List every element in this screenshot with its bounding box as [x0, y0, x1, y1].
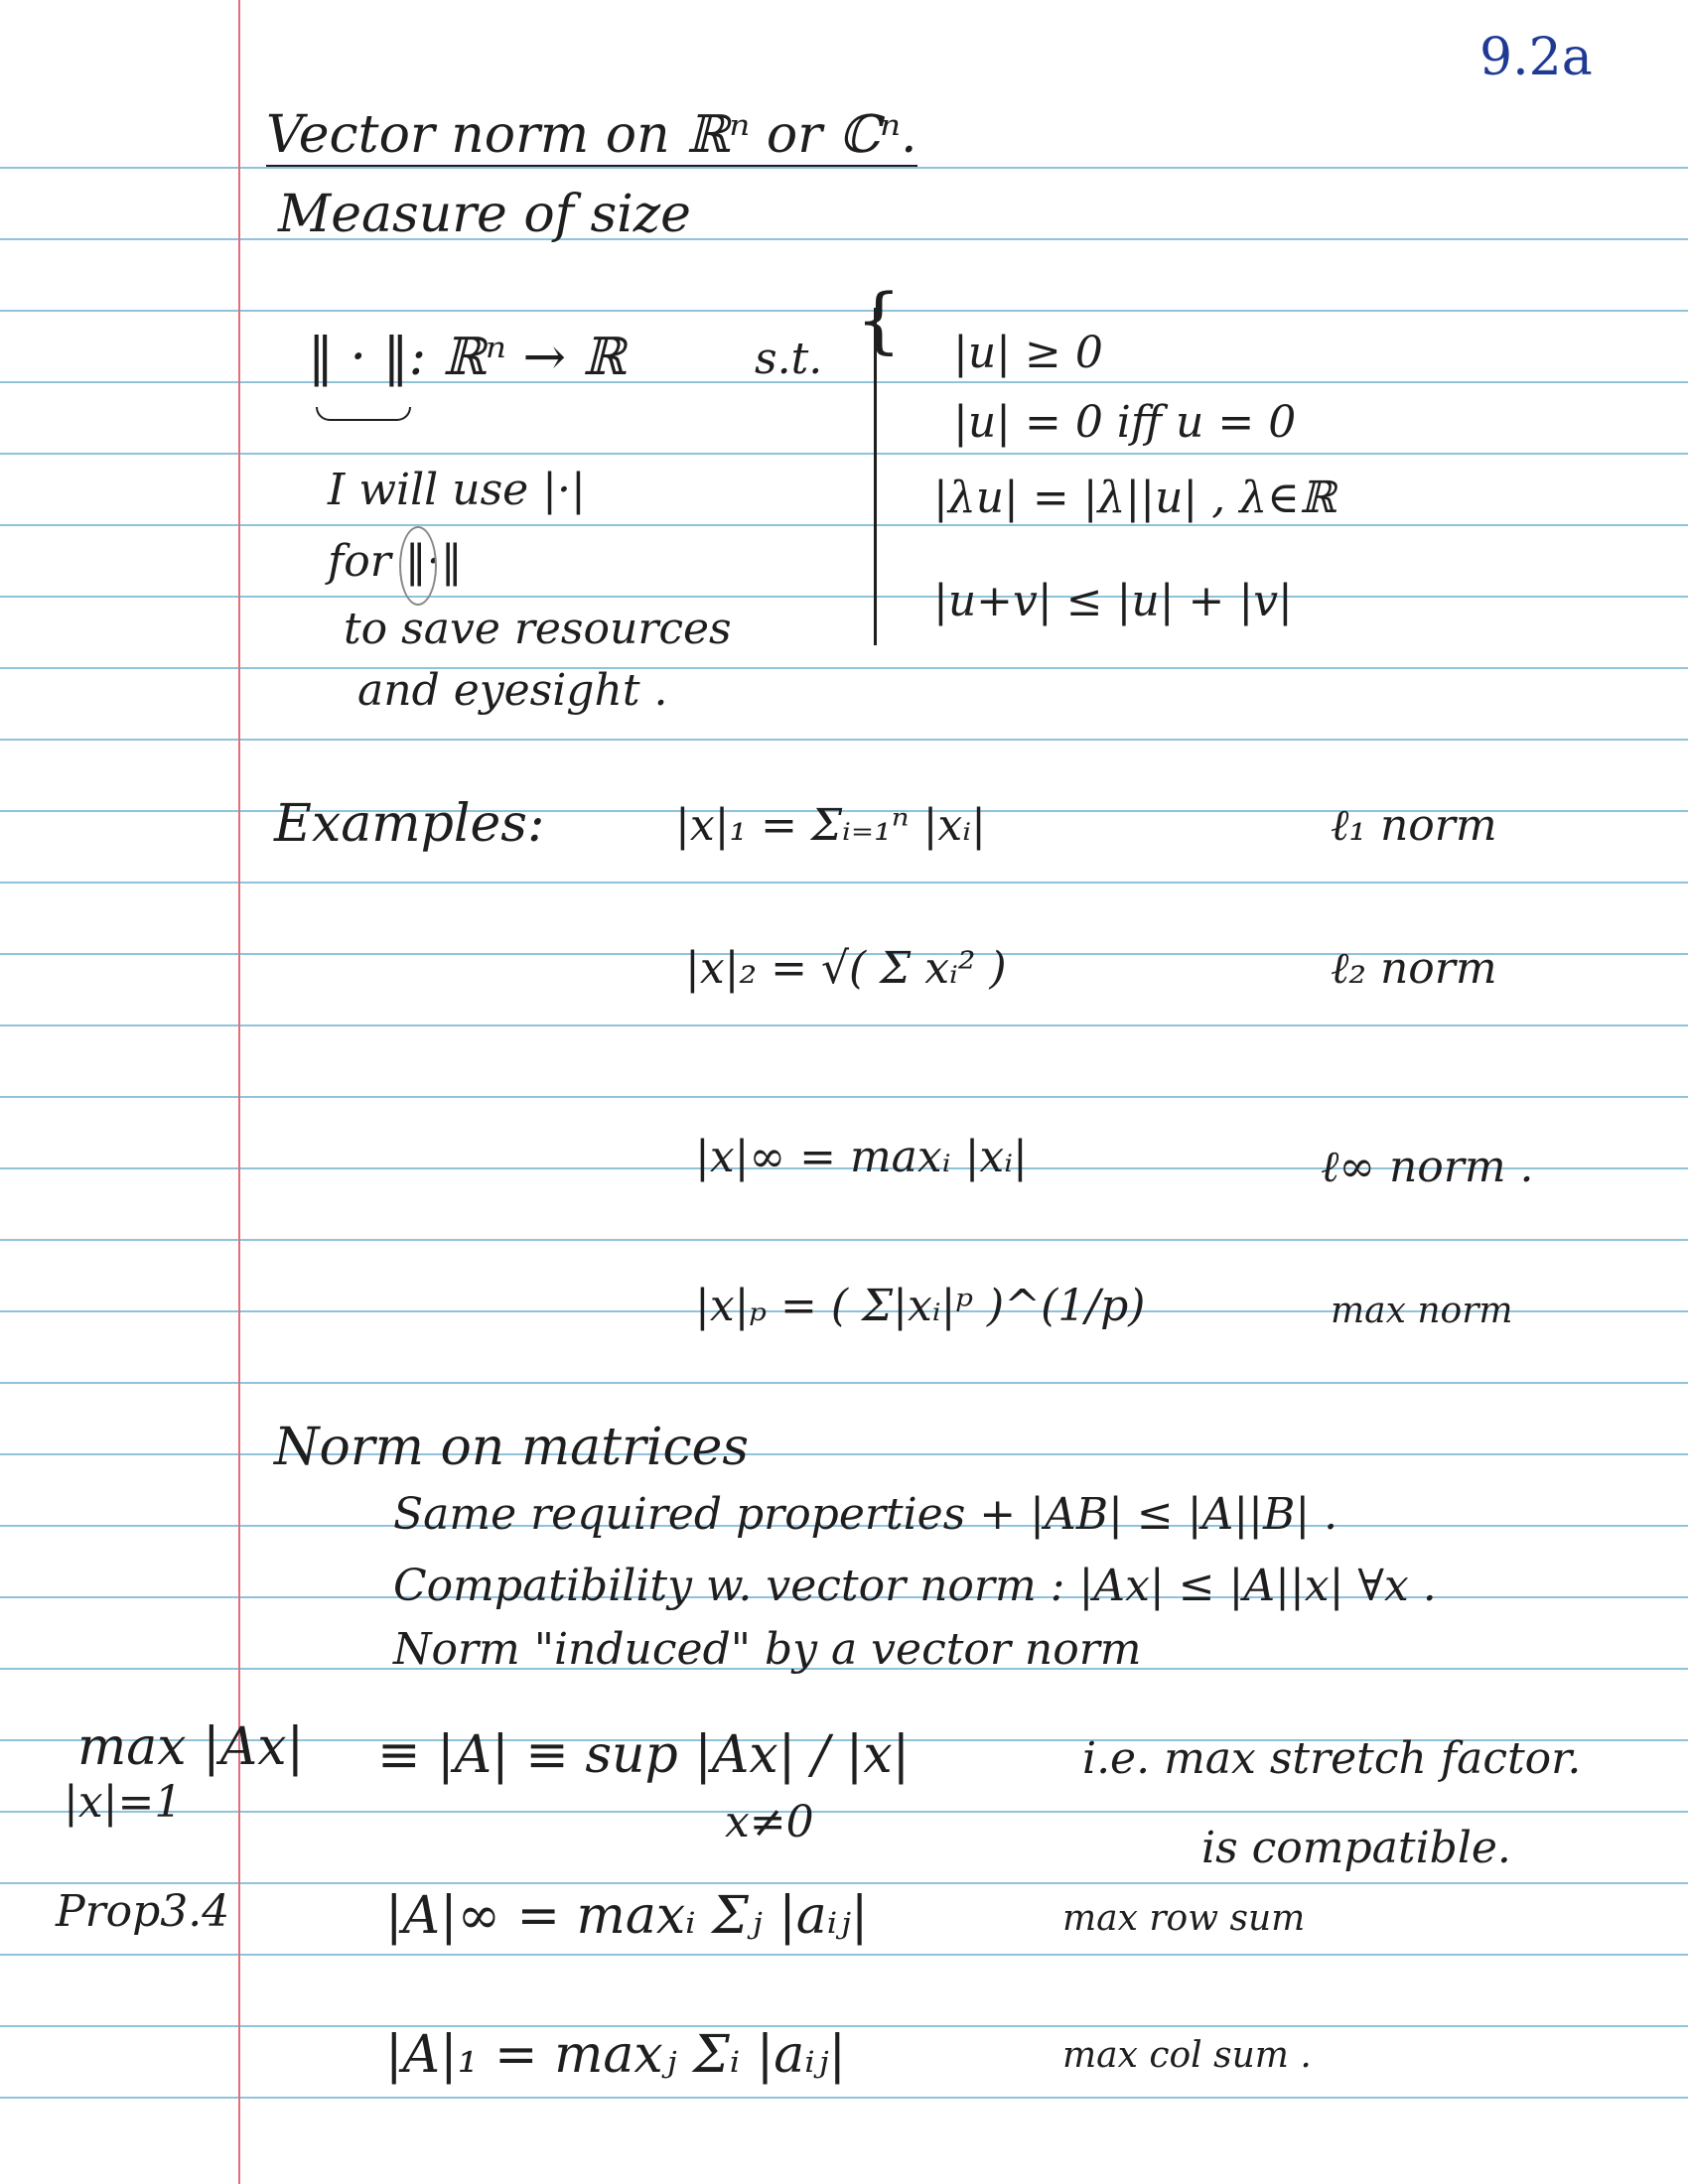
example-l2-label: ℓ₂ norm	[1331, 943, 1497, 994]
mapping-brace	[316, 407, 411, 421]
example-lp-formula: |x|ₚ = ( Σ|xᵢ|ᵖ )^(1/p)	[695, 1281, 1146, 1331]
property-brace	[874, 308, 895, 645]
col-sum-label: max col sum .	[1062, 2035, 1312, 2076]
induced-formula: ≡ |A| ≡ sup |Ax| / |x|	[377, 1725, 911, 1785]
example-l2-formula: |x|₂ = √( Σ xᵢ² )	[685, 943, 1007, 994]
example-linf-formula: |x|∞ = maxᵢ |xᵢ|	[695, 1132, 1028, 1182]
induced-left-sub: |x|=1	[64, 1777, 183, 1828]
example-lp-label: max norm	[1331, 1291, 1513, 1331]
page-title: Vector norm on ℝⁿ or ℂⁿ.	[266, 105, 917, 165]
row-sum-label: max row sum	[1062, 1898, 1306, 1939]
page-number: 9.2a	[1479, 28, 1593, 87]
example-linf-label: ℓ∞ norm .	[1321, 1142, 1534, 1192]
curly-brace: {	[856, 278, 902, 361]
matrix-norms-line-1: Same required properties + |AB| ≤ |A||B| .	[393, 1489, 1338, 1540]
induced-label-1: i.e. max stretch factor.	[1082, 1733, 1582, 1784]
row-sum-formula: |A|∞ = maxᵢ Σⱼ |aᵢⱼ|	[385, 1886, 869, 1946]
note-line-1: I will use |·|	[328, 465, 586, 515]
matrix-norms-line-3: Norm "induced" by a vector norm	[393, 1624, 1142, 1675]
induced-left: max |Ax|	[77, 1717, 305, 1777]
col-sum-formula: |A|₁ = maxⱼ Σᵢ |aᵢⱼ|	[385, 2025, 846, 2085]
property-scalar: |λu| = |λ||u| , λ∈ℝ	[933, 473, 1336, 523]
matrix-norms-heading: Norm on matrices	[274, 1418, 750, 1477]
matrix-norms-line-2: Compatibility w. vector norm : |Ax| ≤ |A||x| ∀x .	[393, 1561, 1437, 1611]
norm-mapping: ‖ · ‖: ℝⁿ → ℝ	[308, 328, 626, 387]
examples-heading: Examples:	[274, 794, 545, 854]
note-line-2: for ‖·‖	[328, 536, 463, 587]
property-triangle: |u+v| ≤ |u| + |v|	[933, 576, 1293, 626]
prop-label: Prop3.4	[56, 1886, 230, 1937]
such-that: s.t.	[755, 334, 823, 384]
induced-sub: x≠0	[725, 1797, 814, 1847]
margin-line	[238, 0, 240, 2184]
note-line-3: to save resources	[344, 604, 732, 654]
note-line-4: and eyesight .	[357, 665, 668, 716]
page-subtitle: Measure of size	[278, 185, 691, 244]
example-l1-label: ℓ₁ norm	[1331, 800, 1497, 851]
property-nonneg: |u| ≥ 0	[953, 328, 1103, 378]
example-l1-formula: |x|₁ = Σᵢ₌₁ⁿ |xᵢ|	[675, 800, 986, 851]
induced-label-2: is compatible.	[1201, 1823, 1511, 1873]
circle-mark	[399, 526, 437, 606]
property-zero: |u| = 0 iff u = 0	[953, 397, 1297, 448]
